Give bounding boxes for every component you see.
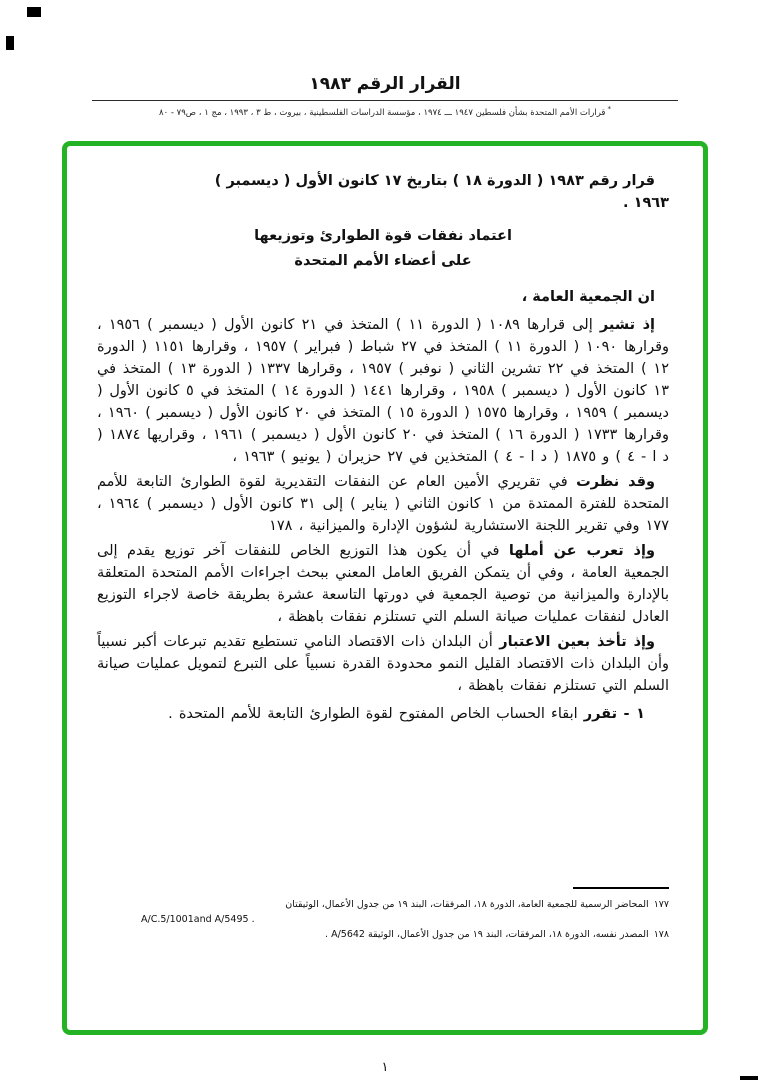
paragraph-text: أن البلدان ذات الاقتصاد النامي تستطيع تقديم تبرعات أكبر نسبياً وأن البلدان ذات الاقتصاد القليل النمو محدودة القدرة نسبياً على التبرع لتمويل عمليات صيانة السلم التي تستلزم نفقات باهظة ، (97, 633, 669, 694)
citation-line (0, 104, 770, 119)
scan-artifact-bottom-right (740, 1076, 758, 1080)
footnote-rule (573, 887, 669, 889)
footnote-178 (97, 927, 669, 942)
footnote-section (97, 887, 669, 942)
paragraph-lead: وقد نظرت (576, 473, 655, 490)
resolution-heading-line2: على أعضاء الأمم المتحدة (294, 252, 472, 269)
paragraph-lead: إذ تشير (599, 316, 655, 333)
footnote-number: ١٧٨ (653, 928, 669, 940)
paragraph-recalling (97, 314, 669, 468)
paragraph-text: في تقريري الأمين العام عن النفقات التقديرية لقوة الطوارئ التابعة للأمم المتحدة للفترة الممتدة من ١ كانون الثاني ( يناير ) إلى ٣١ كانون الأول ( ديسمبر ) ١٩٦٤ ، ١٧٧ وفي تقرير اللجنة الاستشارية لشؤون الإدارة والميزانية ، ١٧٨ (97, 473, 669, 534)
paragraph-lead: وإذ تأخذ بعين الاعتبار (499, 633, 656, 650)
footnote-text: المصدر نفسه، الدورة ١٨، المرفقات، البند ١٩ من جدول الأعمال، الوثيقة A/5642 . (325, 928, 649, 940)
operative-item-text: ابقاء الحساب الخاص المفتوح لقوة الطوارئ التابعة للأمم المتحدة . (168, 705, 584, 722)
resolution-intro (97, 170, 669, 214)
paragraph-lead: وإذ تعرب عن أملها (508, 542, 655, 559)
footnote-177 (97, 897, 669, 912)
operative-item-lead: ١ - تقرر (583, 705, 645, 722)
paragraph-expressing-hope (97, 540, 669, 628)
citation-marker: * (607, 105, 611, 113)
operative-item-1 (97, 703, 669, 725)
resolution-intro-line1: قرار رقم ١٩٨٣ ( الدورة ١٨ ) بتاريخ ١٧ كانون الأول ( ديسمبر ) (214, 172, 655, 189)
paragraph-text: إلى قرارها ١٠٨٩ ( الدورة ١١ ) المتخذ في ٢١ كانون الأول ( ديسمبر ) ١٩٥٦ ، وقرارها ١٠٩٠ ( الدورة ١١ ) المتخذ في ٢٧ شباط ( فبراير ) ١٩٥٧ ، وقرارها ١١٥١ ( الدورة ١٢ ) المتخذ في ٢٢ تشرين الثاني ( نوفبر ) ١٩٥٧ ، وقرارها ١٣٣٧ ( الدورة ١٣ ) المتخذ في ١٣ كانون الأول ( ديسمبر ) ١٩٥٨ ، وقرارها ١٤٤١ ( الدورة ١٤ ) المتخذ في ٥ كانون الأول ( ديسمبر ) ١٩٥٩ ، وقرارها ١٥٧٥ ( الدورة ١٥ ) المتخذ في ٢٠ كانون الأول ( ديسمبر ) ١٩٦٠ ، وقرارها ١٧٣٣ ( الدورة ١٦ ) المتخذ في ٢٠ كانون الأول ( ديسمبر ) ١٩٦١ ، وقراريها ١٨٧٤ ( د ا - ٤ ) و ١٨٧٥ ( د ا - ٤ ) المتخذين في ٢٧ حزيران ( يونيو ) ١٩٦٣ ، (97, 316, 669, 465)
paragraph-text: في أن يكون هذا التوزيع الخاص للنفقات آخر توزيع يقدم إلى الجمعية العامة ، وفي أن يتمكن الفريق العامل المعني ببحث اجراءات الأمم المتحدة المتعلقة بالإدارة والميزانية من توصية الجمعية في دورتها التاسعة عشرة بطريقة خاصة لاجراء التوزيع العادل لنفقات عمليات صيانة السلم التي تستلزم نفقات باهظة ، (97, 542, 669, 625)
paragraph-having-considered (97, 471, 669, 537)
content-frame (62, 141, 708, 1035)
footnote-text: المحاضر الرسمية للجمعية العامة، الدورة ١٨، المرفقات، البند ١٩ من جدول الأعمال، الوثيقتان (285, 898, 649, 910)
scan-artifact-top-left-1 (27, 7, 41, 17)
footnote-177-document-code: A/C.5/1001and A/5495 . (141, 913, 255, 925)
resolution-intro-line2: ١٩٦٣ . (623, 194, 669, 211)
citation-text: قرارات الأمم المتحدة بشأن فلسطين ١٩٤٧ ـــ ١٩٧٤ ، مؤسسة الدراسات الفلسطينية ، بيروت ، ط ٣ ، ١٩٩٣ ، مج ١ ، ص٧٩ - ٨٠ (159, 107, 606, 118)
resolution-heading-line1: اعتماد نفقات قوة الطوارئ وتوزيعها (254, 227, 512, 244)
resolution-heading (97, 224, 669, 274)
document-header (0, 0, 770, 119)
footnote-number: ١٧٧ (653, 898, 669, 910)
header-rule (92, 100, 678, 101)
document-title: القرار الرقم ١٩٨٣ (309, 74, 461, 94)
paragraph-bearing-in-mind (97, 631, 669, 697)
scan-artifact-top-left-2 (6, 36, 14, 50)
page-number: ١ (381, 1060, 389, 1075)
assembly-line: ان الجمعية العامة ، (521, 288, 655, 305)
